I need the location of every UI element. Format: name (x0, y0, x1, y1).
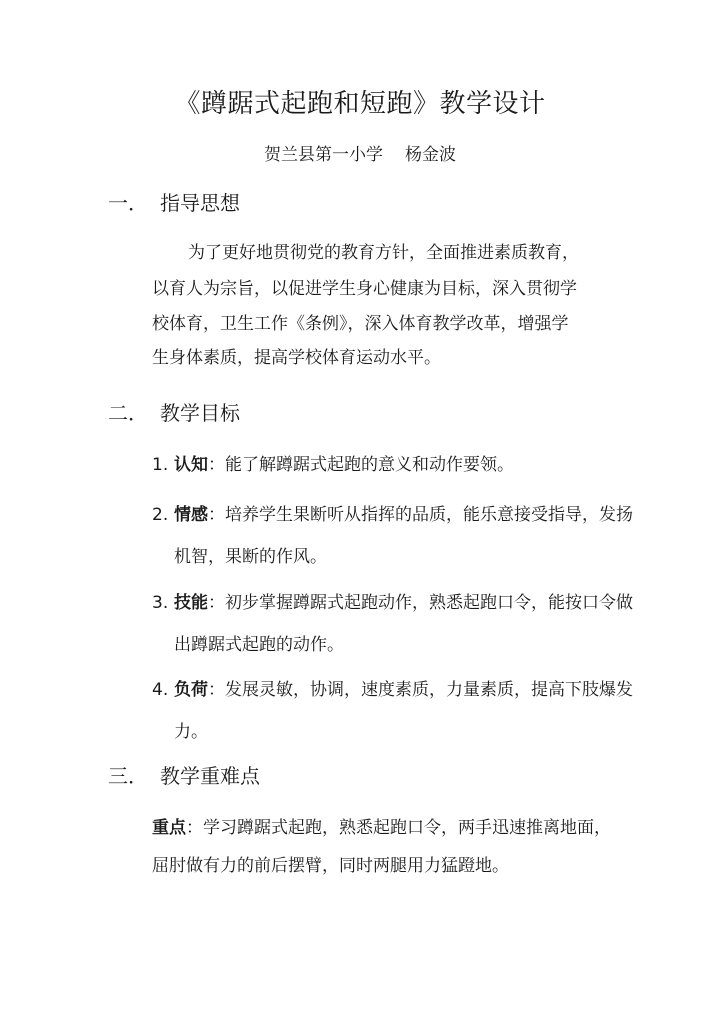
section-number: 二． (108, 401, 148, 425)
section-title: 教学重难点 (160, 764, 260, 788)
section-number: 三． (108, 764, 148, 788)
item-number: 2. (152, 505, 169, 525)
item-number: 1. (152, 455, 169, 475)
school-name: 贺兰县第一小学 (264, 145, 383, 165)
paragraph-line: 生身体素质，提高学校体育运动水平。 (152, 348, 441, 368)
section-heading-teaching-objectives (108, 398, 240, 428)
key-point-paragraph (152, 809, 612, 885)
section-number: 一． (108, 191, 148, 215)
item-text: 发展灵敏，协调，速度素质，力量素质，提高下肢爆发力。 (174, 680, 633, 742)
paragraph-line: 为了更好地贯彻党的教育方针，全面推进素质教育， (188, 243, 579, 263)
byline (0, 142, 720, 168)
section-title: 指导思想 (160, 191, 240, 215)
objective-item (152, 669, 634, 753)
item-colon: ： (208, 680, 225, 700)
objective-item (152, 494, 634, 578)
item-label: 认知 (174, 455, 208, 475)
item-colon: ： (208, 505, 225, 525)
item-label: 负荷 (174, 680, 208, 700)
item-number: 4. (152, 680, 169, 700)
section-title: 教学目标 (160, 401, 240, 425)
objective-item (152, 582, 634, 666)
item-text: 能了解蹲踞式起跑的意义和动作要领。 (225, 455, 514, 475)
paragraph-line: 校体育，卫生工作《条例》，深入体育教学改革，增强学 (152, 314, 569, 334)
document-title: 《蹲踞式起跑和短跑》教学设计 (174, 89, 546, 119)
paragraph-line: 以育人为宗旨，以促进学生身心健康为目标，深入贯彻学 (152, 279, 577, 299)
objective-item (152, 444, 634, 486)
item-text: 培养学生果断听从指挥的品质，能乐意接受指导，发扬机智，果断的作风。 (174, 505, 633, 567)
key-point-label: 重点 (152, 818, 186, 838)
item-text: 初步掌握蹲踞式起跑动作，熟悉起跑口令，能按口令做出蹲踞式起跑的动作。 (174, 593, 633, 655)
item-label: 技能 (174, 593, 208, 613)
author-name: 杨金波 (405, 145, 456, 165)
item-colon: ： (208, 593, 225, 613)
section-heading-key-difficulties (108, 761, 260, 791)
item-number: 3. (152, 593, 169, 613)
item-label: 情感 (174, 505, 208, 525)
key-point-text: 学习蹲踞式起跑，熟悉起跑口令，两手迅速推离地面，屈肘做有力的前后摆臂，同时两腿用力猛蹬地。 (152, 818, 611, 876)
section-heading-guiding-ideology (108, 188, 240, 218)
key-point-colon: ： (186, 818, 203, 838)
item-colon: ： (208, 455, 225, 475)
